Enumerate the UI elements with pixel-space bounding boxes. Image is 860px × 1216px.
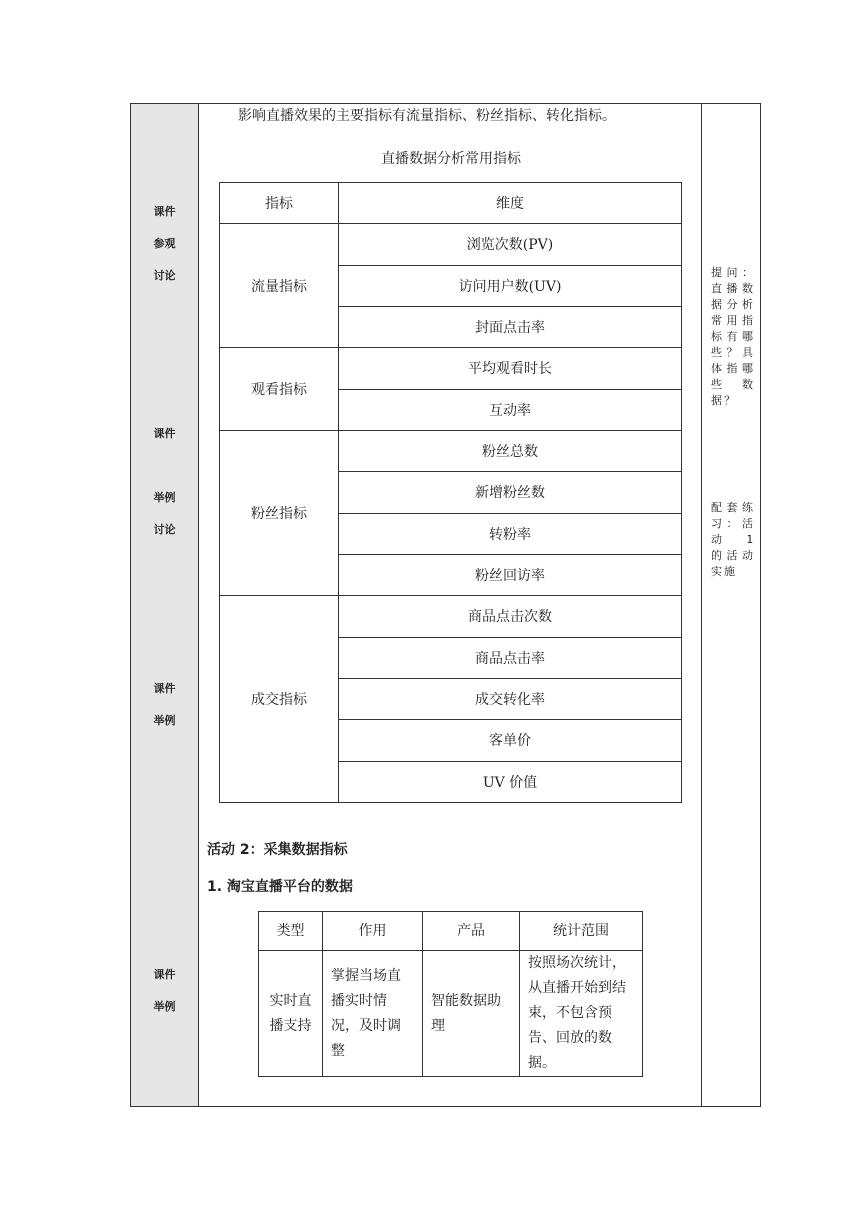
table-header-row xyxy=(220,183,682,224)
type-cell: 实时直播支持 xyxy=(259,951,323,1077)
left-label: 讨论 xyxy=(153,523,176,536)
item-cell: 客单价 xyxy=(339,720,682,761)
table-header-row xyxy=(259,912,643,951)
left-label: 参观 xyxy=(153,237,176,250)
activity-title: 活动 2：采集数据指标 xyxy=(207,842,348,858)
purpose-cell: 掌握当场直播实时情况，及时调整 xyxy=(323,951,423,1077)
table-row xyxy=(220,430,682,471)
left-label: 课件 xyxy=(153,205,176,218)
header-cell: 维度 xyxy=(339,183,682,224)
item-cell: 新增粉丝数 xyxy=(339,472,682,513)
item-cell: 转粉率 xyxy=(339,513,682,554)
item-cell: 封面点击率 xyxy=(339,306,682,347)
platform-data-table xyxy=(258,911,643,1077)
left-label-column xyxy=(130,103,199,1107)
table-row xyxy=(220,596,682,637)
item-cell: 商品点击次数 xyxy=(339,596,682,637)
group-cell: 观看指标 xyxy=(220,348,339,431)
header-cell: 指标 xyxy=(220,183,339,224)
right-notes-column xyxy=(701,103,761,1107)
group-cell: 流量指标 xyxy=(220,224,339,348)
item-cell: 商品点击率 xyxy=(339,637,682,678)
metrics-table xyxy=(219,182,682,803)
table-row xyxy=(259,951,643,1077)
item-cell: 粉丝回访率 xyxy=(339,554,682,595)
left-label: 举例 xyxy=(153,491,176,504)
note-exercise: 配套练习：活动 1 的活动实施 xyxy=(711,501,755,578)
table-caption: 直播数据分析常用指标 xyxy=(381,151,521,167)
item-cell: 互动率 xyxy=(339,389,682,430)
table-row xyxy=(220,224,682,265)
left-label: 举例 xyxy=(153,1000,176,1013)
item-cell: 粉丝总数 xyxy=(339,430,682,471)
left-label: 讨论 xyxy=(153,269,176,282)
group-cell: 成交指标 xyxy=(220,596,339,803)
section-title: 1. 淘宝直播平台的数据 xyxy=(207,879,353,895)
intro-text: 影响直播效果的主要指标有流量指标、粉丝指标、转化指标。 xyxy=(238,108,616,124)
note-question: 提问：直播数据分析常用指标有哪些？具体指哪些数据？ xyxy=(711,266,755,407)
item-cell: 成交转化率 xyxy=(339,678,682,719)
header-cell: 类型 xyxy=(259,912,323,951)
header-cell: 产品 xyxy=(423,912,520,951)
table-row xyxy=(220,348,682,389)
left-label: 课件 xyxy=(153,968,176,981)
header-cell: 作用 xyxy=(323,912,423,951)
item-cell: 浏览次数(PV) xyxy=(339,224,682,265)
product-cell: 智能数据助理 xyxy=(423,951,520,1077)
item-cell: 访问用户数(UV) xyxy=(339,265,682,306)
left-label: 课件 xyxy=(153,682,176,695)
scope-cell: 按照场次统计，从直播开始到结束，不包含预告、回放的数据。 xyxy=(520,951,643,1077)
group-cell: 粉丝指标 xyxy=(220,430,339,595)
left-label: 举例 xyxy=(153,714,176,727)
item-cell: UV 价值 xyxy=(339,761,682,802)
item-cell: 平均观看时长 xyxy=(339,348,682,389)
left-label: 课件 xyxy=(153,427,176,440)
header-cell: 统计范围 xyxy=(520,912,643,951)
